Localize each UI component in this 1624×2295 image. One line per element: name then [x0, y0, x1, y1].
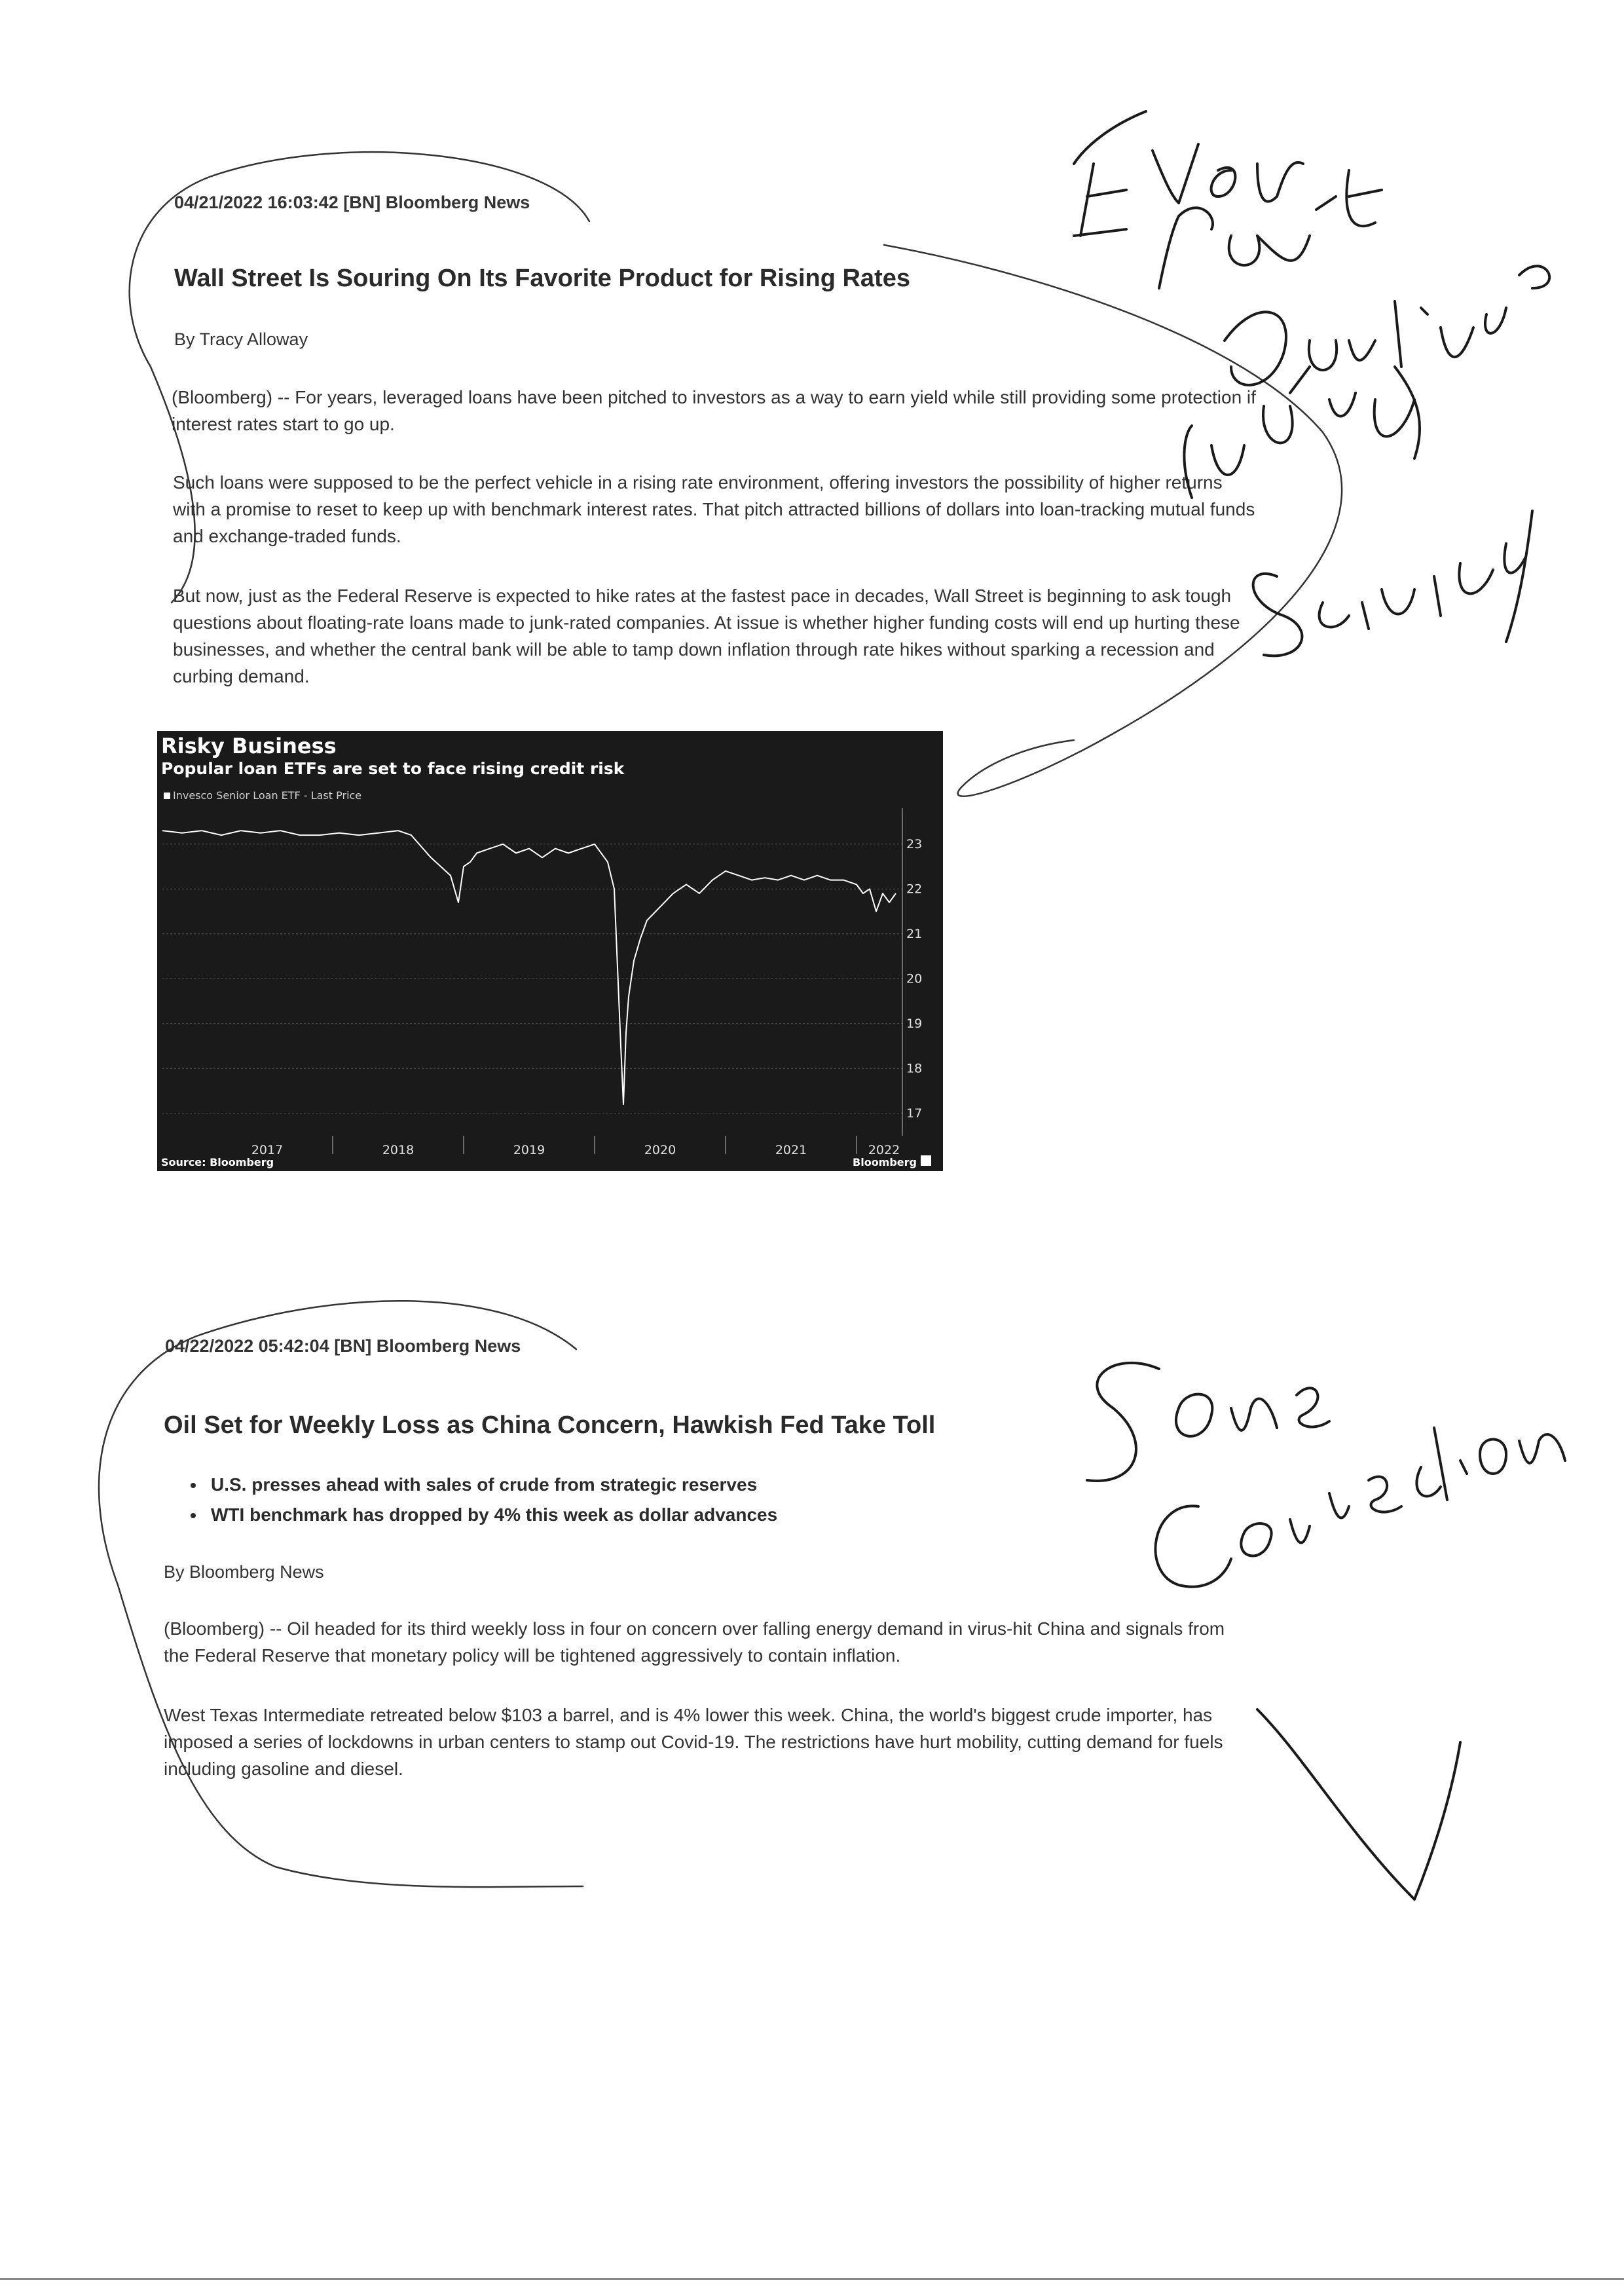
article1-byline: By Tracy Alloway: [174, 329, 308, 349]
x-tick-label: 2017: [251, 1143, 284, 1157]
x-tick-label: 2019: [513, 1143, 545, 1157]
chart-subtitle: Popular loan ETFs are set to face rising credit risk: [161, 759, 625, 778]
circle-annotation: [99, 1301, 583, 1887]
x-tick-label: 2018: [382, 1143, 415, 1157]
arrow-annotation: [884, 245, 1342, 796]
bullet-item: • U.S. presses ahead with sales of crude from strategic reserves: [206, 1470, 777, 1500]
article2-paragraph-2: West Texas Intermediate retreated below $103 a barrel, and is 4% lower this week. China, the world's biggest crude importer, has imposed a series of lockdowns in urban centers to stamp out Covid-19. The restrictions have hurt mobility, cutting demand for fuels including gasoline and diesel.: [164, 1705, 1223, 1779]
article1-headline: Wall Street Is Souring On Its Favorite Product for Rising Rates: [174, 265, 910, 292]
circle-annotation: [130, 152, 589, 603]
x-tick-label: 2021: [775, 1143, 807, 1157]
y-tick-label: 17: [906, 1106, 923, 1121]
down-arrow-annotation: [1257, 1709, 1460, 1899]
handwritten-note-1: [1074, 111, 1549, 656]
chart-brand: Bloomberg: [853, 1156, 917, 1168]
chart-title: Risky Business: [161, 734, 337, 758]
article2-paragraph-1: (Bloomberg) -- Oil headed for its third weekly loss in four on concern over falling energy demand in virus-hit China and signals from the Federal Reserve that monetary policy will be tightened aggressively to contain inflation.: [164, 1618, 1225, 1666]
article2-byline: By Bloomberg News: [164, 1562, 324, 1582]
y-tick-label: 18: [906, 1061, 923, 1076]
article1-paragraph-1: (Bloomberg) -- For years, leveraged loans have been pitched to investors as a way to earn yield while still providing some protection if interest rates start to go up.: [172, 387, 1256, 434]
y-tick-label: 20: [906, 971, 923, 986]
article1-paragraph-3: But now, just as the Federal Reserve is expected to hike rates at the fastest pace in decades, Wall Street is beginning to ask tough questions about floating-rate loans made to junk-rated companies. At issue is whether higher funding costs will end up hurting these businesses, and whether the central bank will be able to tamp down inflation through rate hikes without sparking a recession and curbing demand.: [173, 586, 1240, 686]
bullet-item: • WTI benchmark has dropped by 4% this week as dollar advances: [206, 1500, 777, 1530]
legend-label: Invesco Senior Loan ETF - Last Price: [173, 789, 362, 802]
article1-paragraph-2: Such loans were supposed to be the perfect vehicle in a rising rate environment, offering investors the possibility of higher returns with a promise to reset to keep up with benchmark interest rates. That pitch attracted billions of dollars into loan-tracking mutual funds and exchange-traded funds.: [173, 472, 1255, 546]
article1-meta: 04/21/2022 16:03:42 [BN] Bloomberg News: [174, 193, 530, 212]
y-tick-label: 21: [906, 926, 923, 941]
article2-meta: 04/22/2022 05:42:04 [BN] Bloomberg News: [165, 1336, 521, 1356]
y-tick-label: 22: [906, 882, 923, 897]
y-tick-label: 23: [906, 836, 923, 851]
page-edge-rule: [0, 2278, 1624, 2280]
y-tick-label: 19: [906, 1016, 923, 1031]
x-tick-label: 2020: [644, 1143, 676, 1157]
article2-headline: Oil Set for Weekly Loss as China Concern, Hawkish Fed Take Toll: [164, 1411, 936, 1439]
chart-source: Source: Bloomberg: [161, 1156, 274, 1168]
x-tick-label: 2022: [868, 1143, 900, 1157]
handwritten-note-2: [1087, 1363, 1565, 1587]
